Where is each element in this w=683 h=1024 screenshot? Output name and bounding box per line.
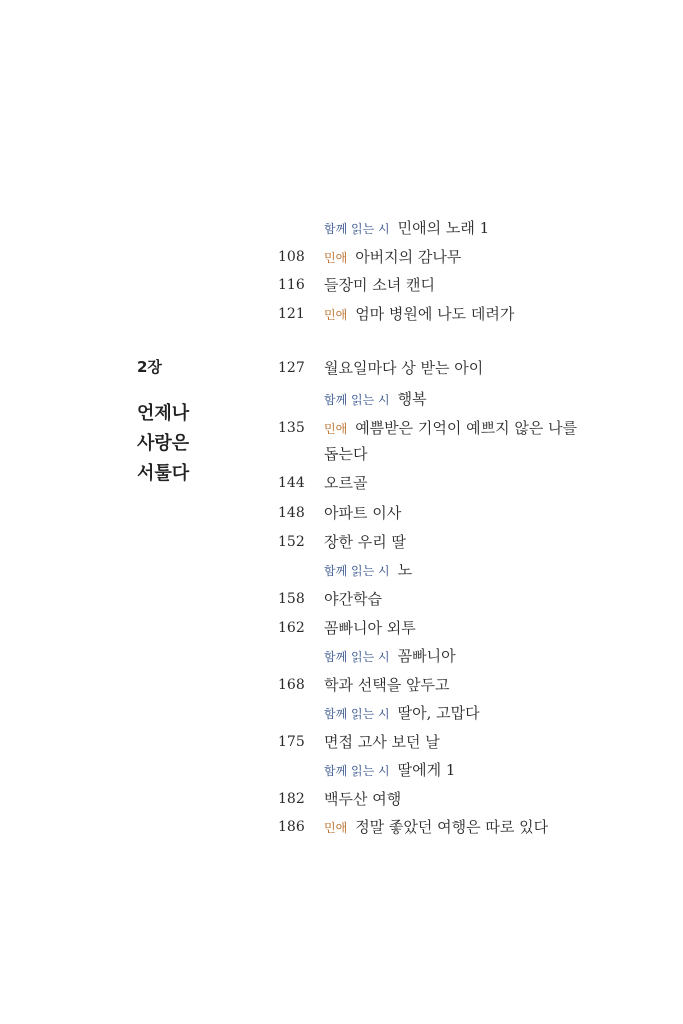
entry-title: 노 [397, 561, 413, 579]
entry-tag: 민애 [324, 821, 348, 835]
page-number: 148 [278, 505, 305, 521]
page-number: 182 [278, 791, 305, 807]
toc-entry[interactable] [0, 673, 683, 697]
toc-entry[interactable] [0, 787, 683, 811]
page-number: 158 [278, 591, 305, 607]
toc-entry[interactable] [0, 302, 683, 326]
entry-title: 장한 우리 딸 [324, 533, 406, 551]
entry-title: 민애의 노래 1 [397, 219, 490, 237]
entry-title: 들장미 소녀 캔디 [324, 276, 435, 294]
page-number: 135 [278, 420, 305, 436]
toc-entry[interactable] [0, 730, 683, 754]
toc-entry[interactable] [0, 758, 683, 782]
entry-title: 아버지의 감나무 [355, 248, 462, 266]
chapter-title-line: 언제나 [137, 403, 190, 424]
page-number: 162 [278, 620, 305, 636]
entry-title: 딸에게 1 [397, 761, 456, 779]
entry-title: 정말 좋았던 여행은 따로 있다 [355, 818, 549, 836]
entry-title: 딸아, 고맙다 [397, 704, 480, 722]
page-number: 108 [278, 249, 305, 265]
entry-title: 꼼빠니아 외투 [324, 619, 416, 637]
entry-title: 예쁨받은 기억이 예쁘지 않은 나를 돕는다 [324, 419, 578, 463]
entry-title: 오르골 [324, 474, 368, 492]
toc-entry[interactable] [0, 471, 683, 495]
entry-title: 행복 [397, 390, 427, 408]
toc-entry[interactable] [0, 558, 683, 582]
chapter-title-line: 사랑은 [137, 433, 190, 454]
entry-title: 아파트 이사 [324, 504, 402, 522]
entry-title: 백두산 여행 [324, 790, 402, 808]
page-number: 186 [278, 819, 305, 835]
entry-title: 월요일마다 상 받는 아이 [324, 359, 484, 377]
entry-tag: 민애 [324, 251, 348, 265]
toc-entry[interactable] [0, 530, 683, 554]
entry-tag: 함께 읽는 시 [324, 764, 390, 778]
toc-entry[interactable] [0, 587, 683, 611]
entry-tag: 함께 읽는 시 [324, 650, 390, 664]
toc-entry[interactable] [0, 273, 683, 297]
toc-entry[interactable] [0, 644, 683, 668]
entry-tag: 민애 [324, 422, 348, 436]
entry-title: 엄마 병원에 나도 데려가 [355, 305, 515, 323]
chapter-title-line: 서툴다 [137, 463, 190, 484]
entry-title: 학과 선택을 앞두고 [324, 676, 450, 694]
page-number: 168 [278, 677, 305, 693]
chapter-number: 2장 [137, 358, 162, 376]
entry-title: 면접 고사 보던 날 [324, 733, 440, 751]
toc-entry[interactable] [0, 245, 683, 269]
page-number: 121 [278, 306, 305, 322]
toc-entry[interactable] [0, 416, 683, 466]
entry-tag: 함께 읽는 시 [324, 393, 390, 407]
page-number: 152 [278, 534, 305, 550]
entry-title: 꼼빠니아 [397, 647, 456, 665]
toc-entry[interactable] [0, 616, 683, 640]
page-number: 144 [278, 475, 305, 491]
toc-entry[interactable] [0, 356, 683, 380]
toc-entry[interactable] [0, 387, 683, 411]
entry-tag: 함께 읽는 시 [324, 564, 390, 578]
entry-tag: 함께 읽는 시 [324, 222, 390, 236]
toc-entry[interactable] [0, 216, 683, 240]
toc-entry[interactable] [0, 501, 683, 525]
page-number: 127 [278, 360, 305, 376]
entry-title: 야간학습 [324, 590, 382, 608]
toc-entry[interactable] [0, 815, 683, 839]
entry-tag: 함께 읽는 시 [324, 707, 390, 721]
toc-entry[interactable] [0, 701, 683, 725]
page-number: 175 [278, 734, 305, 750]
entry-tag: 민애 [324, 308, 348, 322]
page-number: 116 [278, 277, 305, 293]
